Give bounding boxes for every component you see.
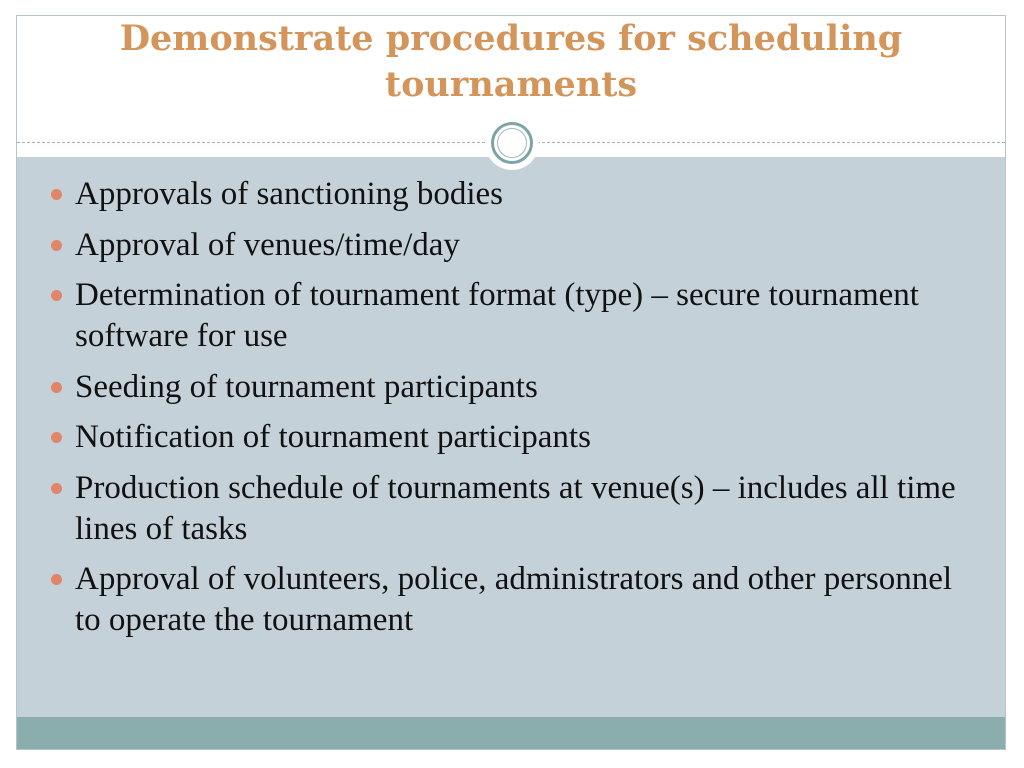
bullet-item [45,367,985,408]
bullet-item [45,559,985,641]
bullet-text: Approvals of sanctioning bodies [75,176,504,212]
bullet-text: Approval of volunteers, police, administrators and other personnel to operate the tournament [75,561,953,638]
slide-title: Demonstrate procedures for scheduling tournaments [119,18,903,105]
bullet-dot-icon [51,290,62,301]
bullet-list [45,174,985,651]
bullet-dot-icon [51,382,62,393]
bullet-text: Seeding of tournament participants [75,368,538,405]
bullet-text: Approval of venues/time/day [75,226,460,263]
bullet-dot-icon [51,240,62,251]
bullet-dot-icon [51,483,62,494]
bullet-text: Notification of tournament participants [75,419,591,455]
bullet-item [45,275,985,357]
bullet-dot-icon [51,574,62,585]
bullet-text: Production schedule of tournaments at venue(s) – includes all time lines of tasks [75,469,956,547]
bullet-dot-icon [51,189,62,200]
bullet-item [45,225,985,266]
bullet-item [45,417,985,458]
bullet-text: Determination of tournament format (type) – secure tournament software for use [75,277,919,354]
ornament-inner-ring [497,128,527,158]
footer-bar [17,717,1005,750]
bullet-item [45,174,985,215]
bullet-dot-icon [51,432,62,443]
bullet-item [45,468,985,550]
slide [16,15,1006,750]
